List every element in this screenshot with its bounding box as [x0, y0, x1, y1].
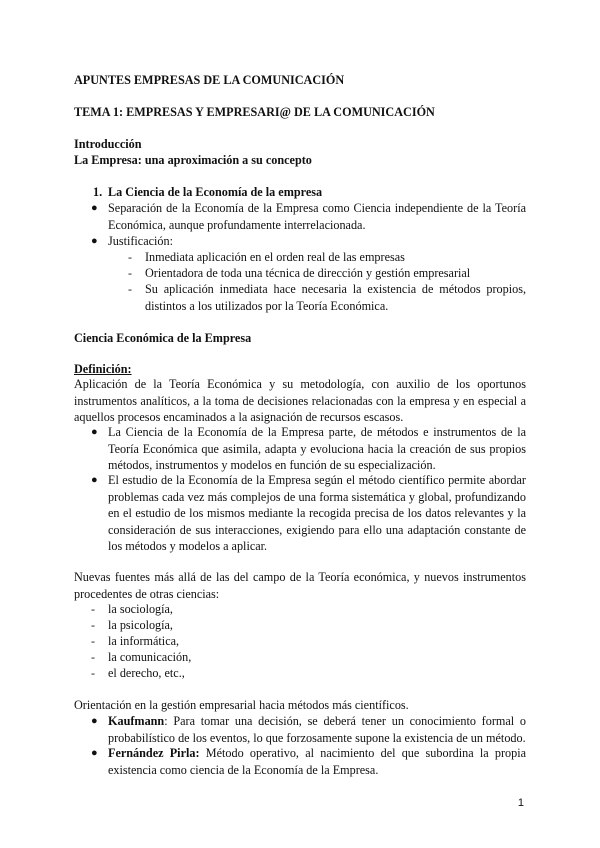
sub-item: Orientadora de toda una técnica de dirección y gestión empresarial: [145, 266, 471, 280]
sub-item: Inmediata aplicación en el orden real de las empresas: [145, 250, 405, 264]
dash-glyph: -: [91, 602, 95, 616]
dash-glyph: -: [91, 650, 95, 664]
dash-glyph: -: [91, 634, 95, 648]
section-number: 1.: [93, 185, 103, 199]
dash-glyph: -: [91, 618, 95, 632]
nuevas-text: Nuevas fuentes más allá de las del campo de la Teoría económica, y nuevos instrumentos procedentes de otras ciencias:: [74, 570, 526, 601]
definicion-bullet-2: El estudio de la Economía de la Empresa según el método científico permite abordar problemas cada vez más complejos de una forma sistemática y global, profundizando en el estudio de los mismos mediante la recogida precisa de los datos relevantes y la consideración de sus interacciones, exigiendo para ello una adaptación constante de los métodos y modelos a aplicar.: [108, 473, 526, 553]
bullet-glyph: ●: [91, 747, 98, 759]
bullet-glyph: ●: [91, 715, 98, 727]
ciencia-item: el derecho, etc.,: [108, 666, 185, 680]
dash-glyph: -: [128, 250, 132, 264]
orientacion-text: Orientación en la gestión empresarial hacia métodos más científicos.: [74, 698, 409, 712]
definicion-heading: Definición:: [74, 362, 132, 376]
ciencia-item: la psicología,: [108, 618, 173, 632]
bullet-glyph: ●: [91, 235, 98, 247]
section-bullet-1: Separación de la Economía de la Empresa como Ciencia independiente de la Teoría Económica, aunque profundamente interrelacionada.: [108, 201, 526, 232]
ciencia-item: la sociología,: [108, 602, 173, 616]
tema-title: TEMA 1: EMPRESAS Y EMPRESARI@ DE LA COMUNICACIÓN: [74, 105, 435, 119]
definicion-bullet-1: La Ciencia de la Economía de la Empresa parte, de métodos e instrumentos de la Teoría Económica que asimila, adapta y evoluciona hacia la creación de sus propios métodos, instrumentos y modelos en función de su especialización.: [108, 425, 526, 472]
intro-heading: Introducción: [74, 137, 142, 151]
bullet-glyph: ●: [91, 426, 98, 438]
dash-glyph: -: [91, 666, 95, 680]
autor-name: Fernández Pirla:: [108, 746, 200, 760]
dash-glyph: -: [128, 282, 132, 296]
page-number: 1: [517, 797, 524, 809]
definicion-text: Aplicación de la Teoría Económica y su metodología, con auxilio de los oportunos instrumentos analíticos, a la toma de decisiones relacionadas con la empresa y en especial a aquellos procesos encaminados a la asignación de recursos escasos.: [74, 377, 526, 424]
section-title: La Ciencia de la Economía de la empresa: [108, 185, 323, 199]
ciencia-item: la informática,: [108, 634, 180, 648]
autor-text: Método operativo, al nacimiento del que subordina la propia existencia como ciencia de la Economía de la Empresa.: [108, 746, 526, 777]
bullet-glyph: ●: [91, 202, 98, 214]
autor-name: Kaufmann: [108, 714, 165, 728]
document-title: APUNTES EMPRESAS DE LA COMUNICACIÓN: [74, 73, 345, 87]
ciencia-heading: Ciencia Económica de la Empresa: [74, 331, 252, 345]
autor-text: Para tomar una decisión, se deberá tener un conocimiento formal o probabilístico de los eventos, lo que forzosamente supone la existencia de un método.: [108, 714, 526, 745]
dash-glyph: -: [128, 266, 132, 280]
autor-sep: :: [164, 714, 168, 728]
ciencia-item: la comunicación,: [108, 650, 192, 664]
intro-subheading: La Empresa: una aproximación a su concepto: [74, 153, 312, 167]
autor-item: [108, 713, 526, 746]
bullet-glyph: ●: [91, 474, 98, 486]
sub-item: Su aplicación inmediata hace necesaria la existencia de métodos propios, distintos a los utilizados por la Teoría Económica.: [145, 282, 526, 313]
autor-item: [108, 745, 526, 778]
section-bullet-2: Justificación:: [108, 234, 173, 248]
